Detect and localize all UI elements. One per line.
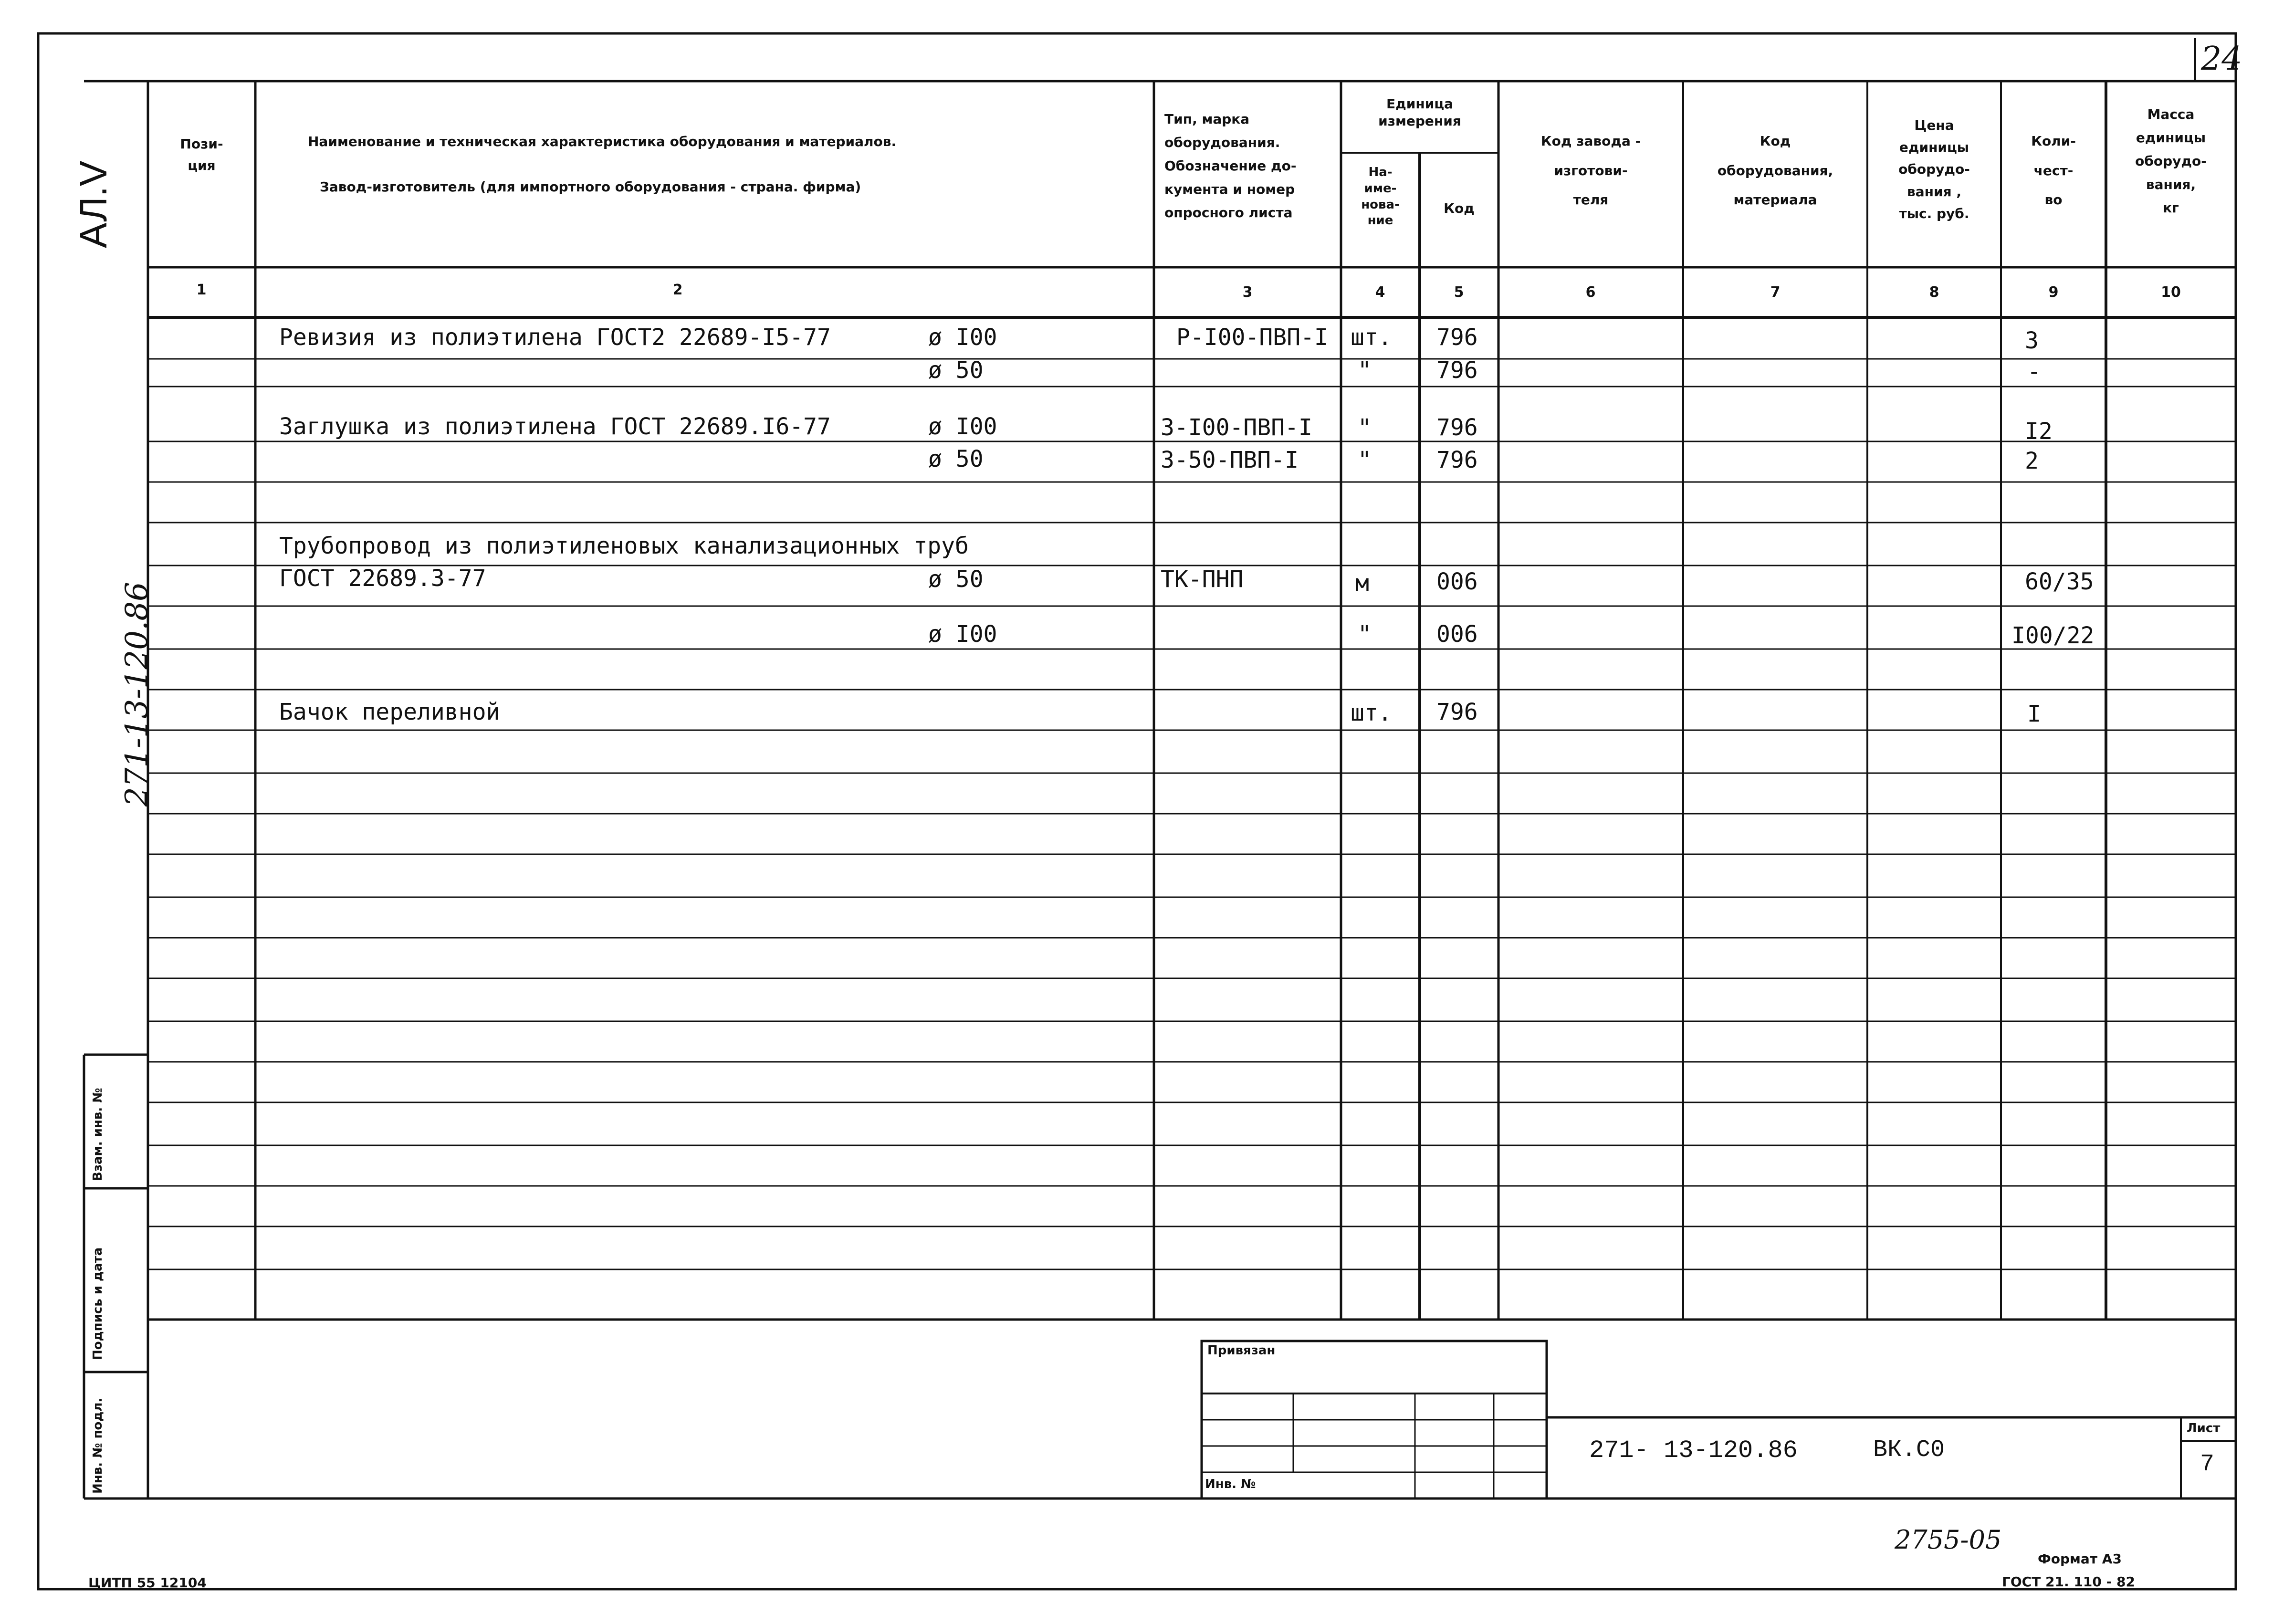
row-diameter: ø I00	[928, 413, 997, 440]
header-col9: Коли- чест- во	[2031, 133, 2076, 208]
row-unit-code: 796	[1436, 414, 1478, 441]
row-name: Бачок переливной	[279, 699, 500, 725]
row-type: 3-50-ПВП-I	[1161, 447, 1299, 473]
row-unit: "	[1358, 621, 1372, 648]
stamp-inv-podl: Инв. № подл.	[91, 1397, 105, 1494]
stamp-vzam-inv: Взам. инв. №	[91, 1088, 105, 1181]
row-unit: "	[1358, 414, 1372, 441]
row-unit: шт.	[1351, 700, 1392, 726]
column-number: 4	[1375, 284, 1385, 301]
row-type: ТК-ПНП	[1161, 566, 1244, 593]
row-unit-code: 796	[1436, 447, 1478, 473]
column-number: 7	[1770, 284, 1781, 301]
row-diameter: ø 50	[928, 357, 984, 384]
row-name: Ревизия из полиэтилена ГОСТ2 22689-I5-77	[279, 324, 831, 351]
column-number: 2	[672, 282, 683, 298]
citp-label: ЦИТП 55 12104	[88, 1575, 207, 1591]
column-number: 5	[1454, 284, 1464, 301]
column-number: 8	[1929, 284, 1939, 301]
row-unit: "	[1358, 357, 1372, 384]
stamp-signature-date: Подпись и дата	[91, 1247, 105, 1360]
gost-label: ГОСТ 21. 110 - 82	[2002, 1574, 2135, 1590]
row-unit-code: 796	[1436, 699, 1478, 725]
row-diameter: ø 50	[928, 446, 984, 472]
column-number: 9	[2048, 284, 2059, 301]
row-quantity: I2	[2025, 418, 2053, 445]
privyazan-label: Привязан	[1207, 1343, 1276, 1358]
row-name: Трубопровод из полиэтиленовых канализационных труб	[279, 533, 969, 559]
row-quantity: -	[2027, 358, 2041, 385]
row-diameter: ø 50	[928, 566, 984, 593]
row-unit: м	[1355, 570, 1369, 597]
row-type: Р-I00-ПВП-I	[1176, 324, 1328, 351]
document-mark: ВК.С0	[1873, 1436, 1945, 1464]
format-label: Формат А3	[2038, 1551, 2122, 1567]
row-unit-code: 006	[1436, 568, 1478, 595]
header-col2-line1: Наименование и техническая характеристика оборудования и материалов.	[308, 134, 897, 149]
header-col2-line2: Завод-изготовитель (для импортного оборудования - страна. фирма)	[320, 179, 861, 195]
row-type: 3-I00-ПВП-I	[1161, 414, 1312, 441]
row-unit: шт.	[1351, 324, 1392, 351]
column-number: 1	[196, 282, 207, 298]
header-col7: Код оборудования, материала	[1717, 133, 1833, 208]
row-name: ГОСТ 22689.3-77	[279, 565, 486, 592]
sheet-label: Лист	[2187, 1421, 2221, 1435]
header-col8: Цена единицы оборудо- вания , тыс. руб.	[1898, 117, 1970, 221]
row-quantity: 3	[2025, 327, 2039, 354]
row-diameter: ø I00	[928, 621, 997, 648]
row-quantity: 2	[2025, 448, 2039, 474]
row-unit-code: 006	[1436, 621, 1478, 648]
document-code: 271- 13-120.86	[1589, 1436, 1798, 1465]
header-unit-group: Единица измерения	[1378, 96, 1461, 129]
sheet-number: 7	[2200, 1451, 2215, 1478]
header-col3: Тип, марка оборудования. Обозначение до- кумента и номер опросного листа	[1164, 111, 1297, 220]
row-name: Заглушка из полиэтилена ГОСТ 22689.I6-77	[279, 413, 831, 440]
handwritten-number: 2755-05	[1895, 1525, 2002, 1555]
row-unit-code: 796	[1436, 324, 1478, 351]
row-quantity: 60/35	[2025, 568, 2094, 595]
inv-no-label: Инв. №	[1205, 1477, 1256, 1491]
row-quantity: I00/22	[2011, 622, 2095, 649]
header-col6: Код завода - изготови- теля	[1540, 133, 1641, 208]
header-col10: Масса единицы оборудо- вания, кг	[2135, 106, 2207, 216]
header-col1: Пози- ция	[180, 136, 223, 173]
row-quantity: I	[2027, 701, 2041, 727]
row-unit: "	[1358, 447, 1372, 473]
column-number: 10	[2161, 284, 2181, 301]
row-unit-code: 796	[1436, 357, 1478, 384]
page-number: 24	[2201, 40, 2242, 78]
header-col4: На- име- нова- ние	[1361, 165, 1400, 228]
row-diameter: ø I00	[928, 324, 997, 351]
column-number: 6	[1585, 284, 1596, 301]
side-doc-code: 271-13-120.86	[119, 582, 155, 807]
header-col5: Код	[1444, 200, 1475, 216]
column-number: 3	[1242, 284, 1253, 301]
album-mark: АЛ.V	[72, 160, 115, 248]
